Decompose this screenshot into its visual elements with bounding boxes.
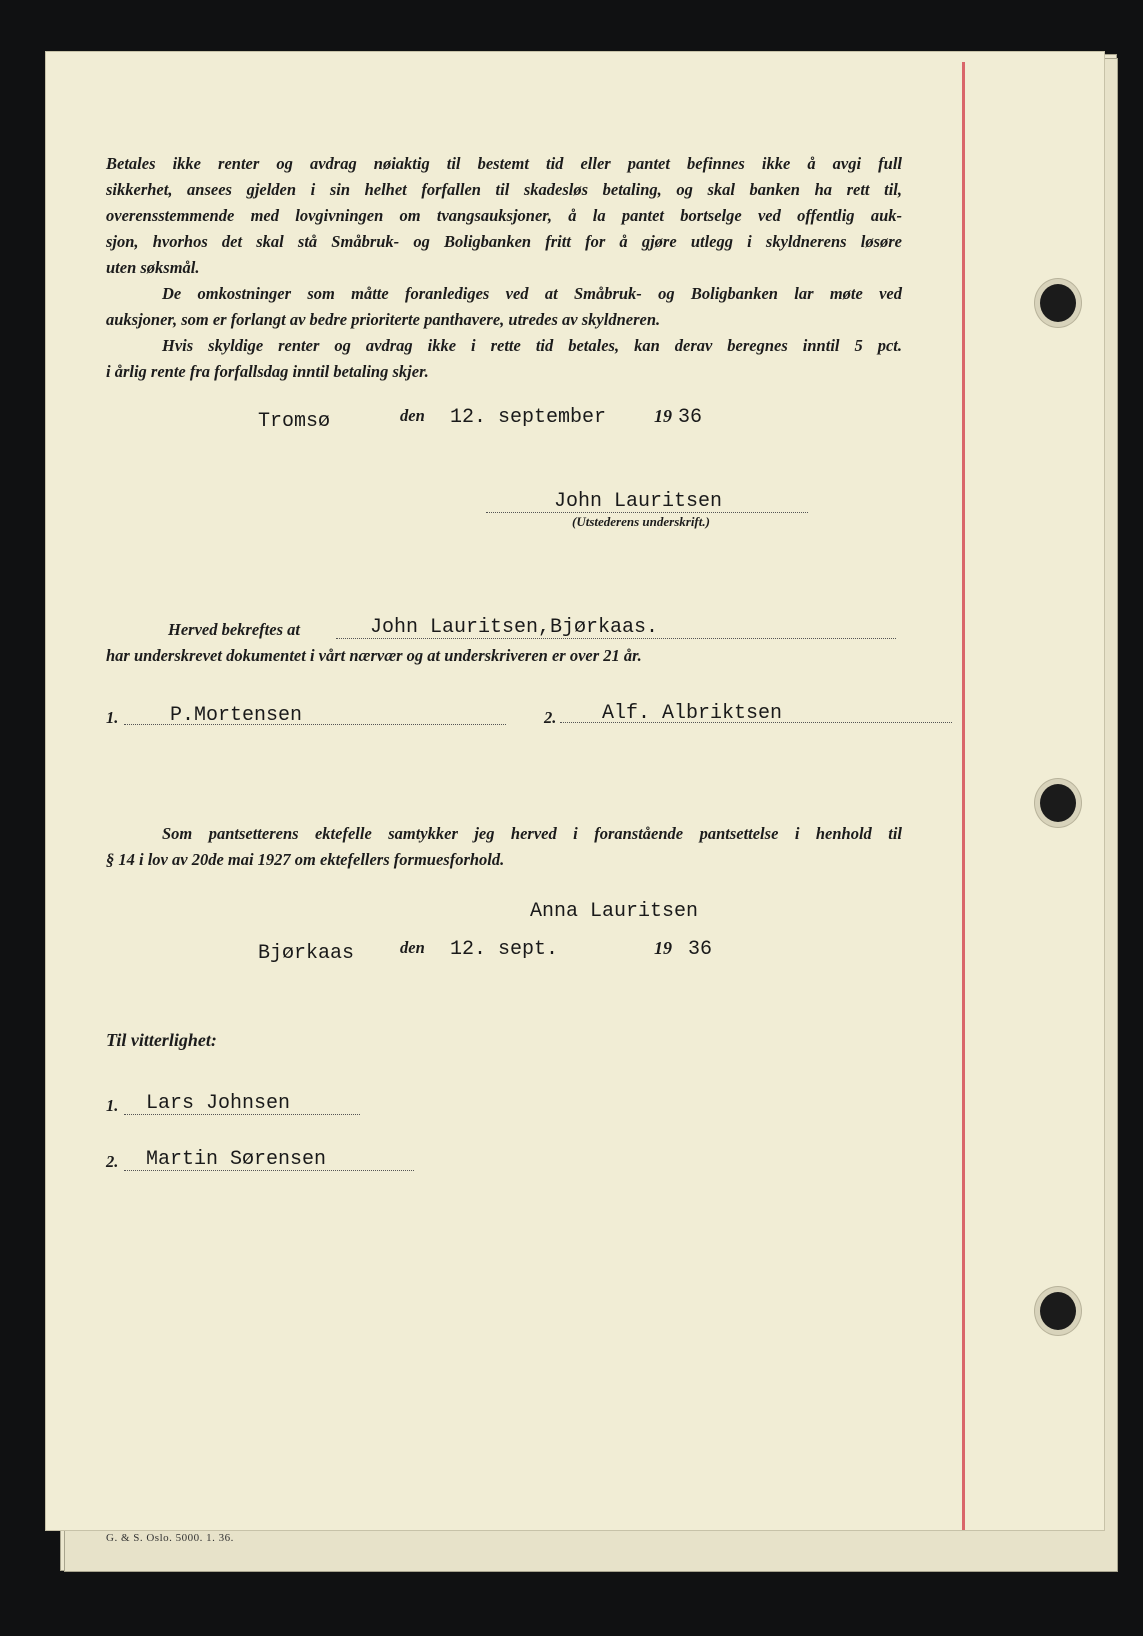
vitterlighet-line-1 [124, 1114, 360, 1115]
witness-number-2: 2. [544, 708, 557, 727]
margin-line [962, 62, 965, 1530]
text-line: uten søksmål. [106, 258, 200, 277]
place-2: Bjørkaas [258, 942, 355, 965]
spouse-name: Anna Lauritsen [530, 900, 699, 923]
spouse-consent-line-1 [106, 824, 902, 844]
text-line: overensstemmende med lovgivningen om tvangsauksjoner, å la pantet bortselge ved offentlig auk- [106, 206, 902, 225]
date-1: 12. september [450, 406, 607, 429]
issuer-caption: (Utstederens underskrift.) [572, 514, 710, 529]
year-prefix-1: 19 [654, 406, 672, 426]
spouse-consent-line-2: § 14 i lov av 20de mai 1927 om ektefellers formuesforhold. [106, 850, 505, 869]
text-line-wrap [106, 232, 902, 252]
text-line-wrap [106, 206, 902, 226]
witness-number-1: 1. [106, 708, 119, 727]
vitterlighet-label: Til vitterlighet: [106, 1030, 217, 1050]
text-line: De omkostninger som måtte foranlediges ved at Småbruk- og Boligbanken lar møte ved [162, 284, 902, 303]
vitterlighet-name-1: Lars Johnsen [146, 1092, 291, 1115]
witness-name-2: Alf. Albriktsen [602, 702, 783, 725]
year-prefix-2: 19 [654, 938, 672, 958]
signature-line [486, 512, 808, 513]
paragraph-interest [106, 336, 902, 356]
confirmation-line-2: har underskrevet dokumentet i vårt nærvær og at underskriveren er over 21 år. [106, 646, 642, 665]
confirmation-label: Herved bekreftes at [168, 620, 300, 639]
text-line: i årlig rente fra forfallsdag inntil betaling skjer. [106, 362, 429, 381]
text-line-wrap [106, 180, 902, 200]
place-1: Tromsø [258, 410, 331, 433]
text-line: Som pantsetterens ektefelle samtykker jeg herved i foranstående pantsettelse i henhold til [162, 824, 902, 843]
printer-footer: G. & S. Oslo. 5000. 1. 36. [106, 1532, 234, 1544]
witness-line-1 [124, 724, 506, 725]
paragraph-terms [106, 154, 902, 174]
text-line-wrap [106, 310, 660, 330]
vitterlighet-number-2: 2. [106, 1152, 119, 1171]
vitterlighet-line-2 [124, 1170, 414, 1171]
text-line-wrap [106, 362, 429, 382]
binder-hole-icon [1040, 1292, 1076, 1330]
den-label-1: den [400, 406, 425, 425]
vitterlighet-number-1: 1. [106, 1096, 119, 1115]
text-line: auksjoner, som er forlangt av bedre prioriterte panthavere, utredes av skyldneren. [106, 310, 661, 329]
document-page [46, 52, 1104, 1544]
confirmation-name: John Lauritsen,Bjørkaas. [370, 616, 659, 639]
date-2: 12. sept. [450, 938, 559, 961]
den-label-2: den [400, 938, 425, 957]
binder-hole-icon [1040, 284, 1076, 322]
issuer-name: John Lauritsen [554, 490, 723, 513]
confirmation-line [336, 638, 896, 639]
text-line: sikkerhet, ansees gjelden i sin helhet forfallen til skadesløs betaling, og skal banken ha rett til, [106, 180, 902, 199]
text-line-wrap [106, 258, 200, 278]
text-line: Hvis skyldige renter og avdrag ikke i rette tid betales, kan derav beregnes inntil 5 pct. [162, 336, 902, 355]
witness-name-1: P.Mortensen [170, 704, 303, 727]
binder-hole-icon [1040, 784, 1076, 822]
year-suffix-2: 36 [688, 938, 713, 961]
vitterlighet-name-2: Martin Sørensen [146, 1148, 327, 1171]
year-suffix-1: 36 [678, 406, 703, 429]
text-line: Betales ikke renter og avdrag nøiaktig til bestemt tid eller pantet befinnes ikke å avgi full [106, 154, 902, 173]
witness-line-2 [560, 722, 952, 723]
paragraph-costs [106, 284, 902, 304]
text-line: sjon, hvorhos det skal stå Småbruk- og Boligbanken fritt for å gjøre utlegg i skyldnerens løsøre [106, 232, 902, 251]
